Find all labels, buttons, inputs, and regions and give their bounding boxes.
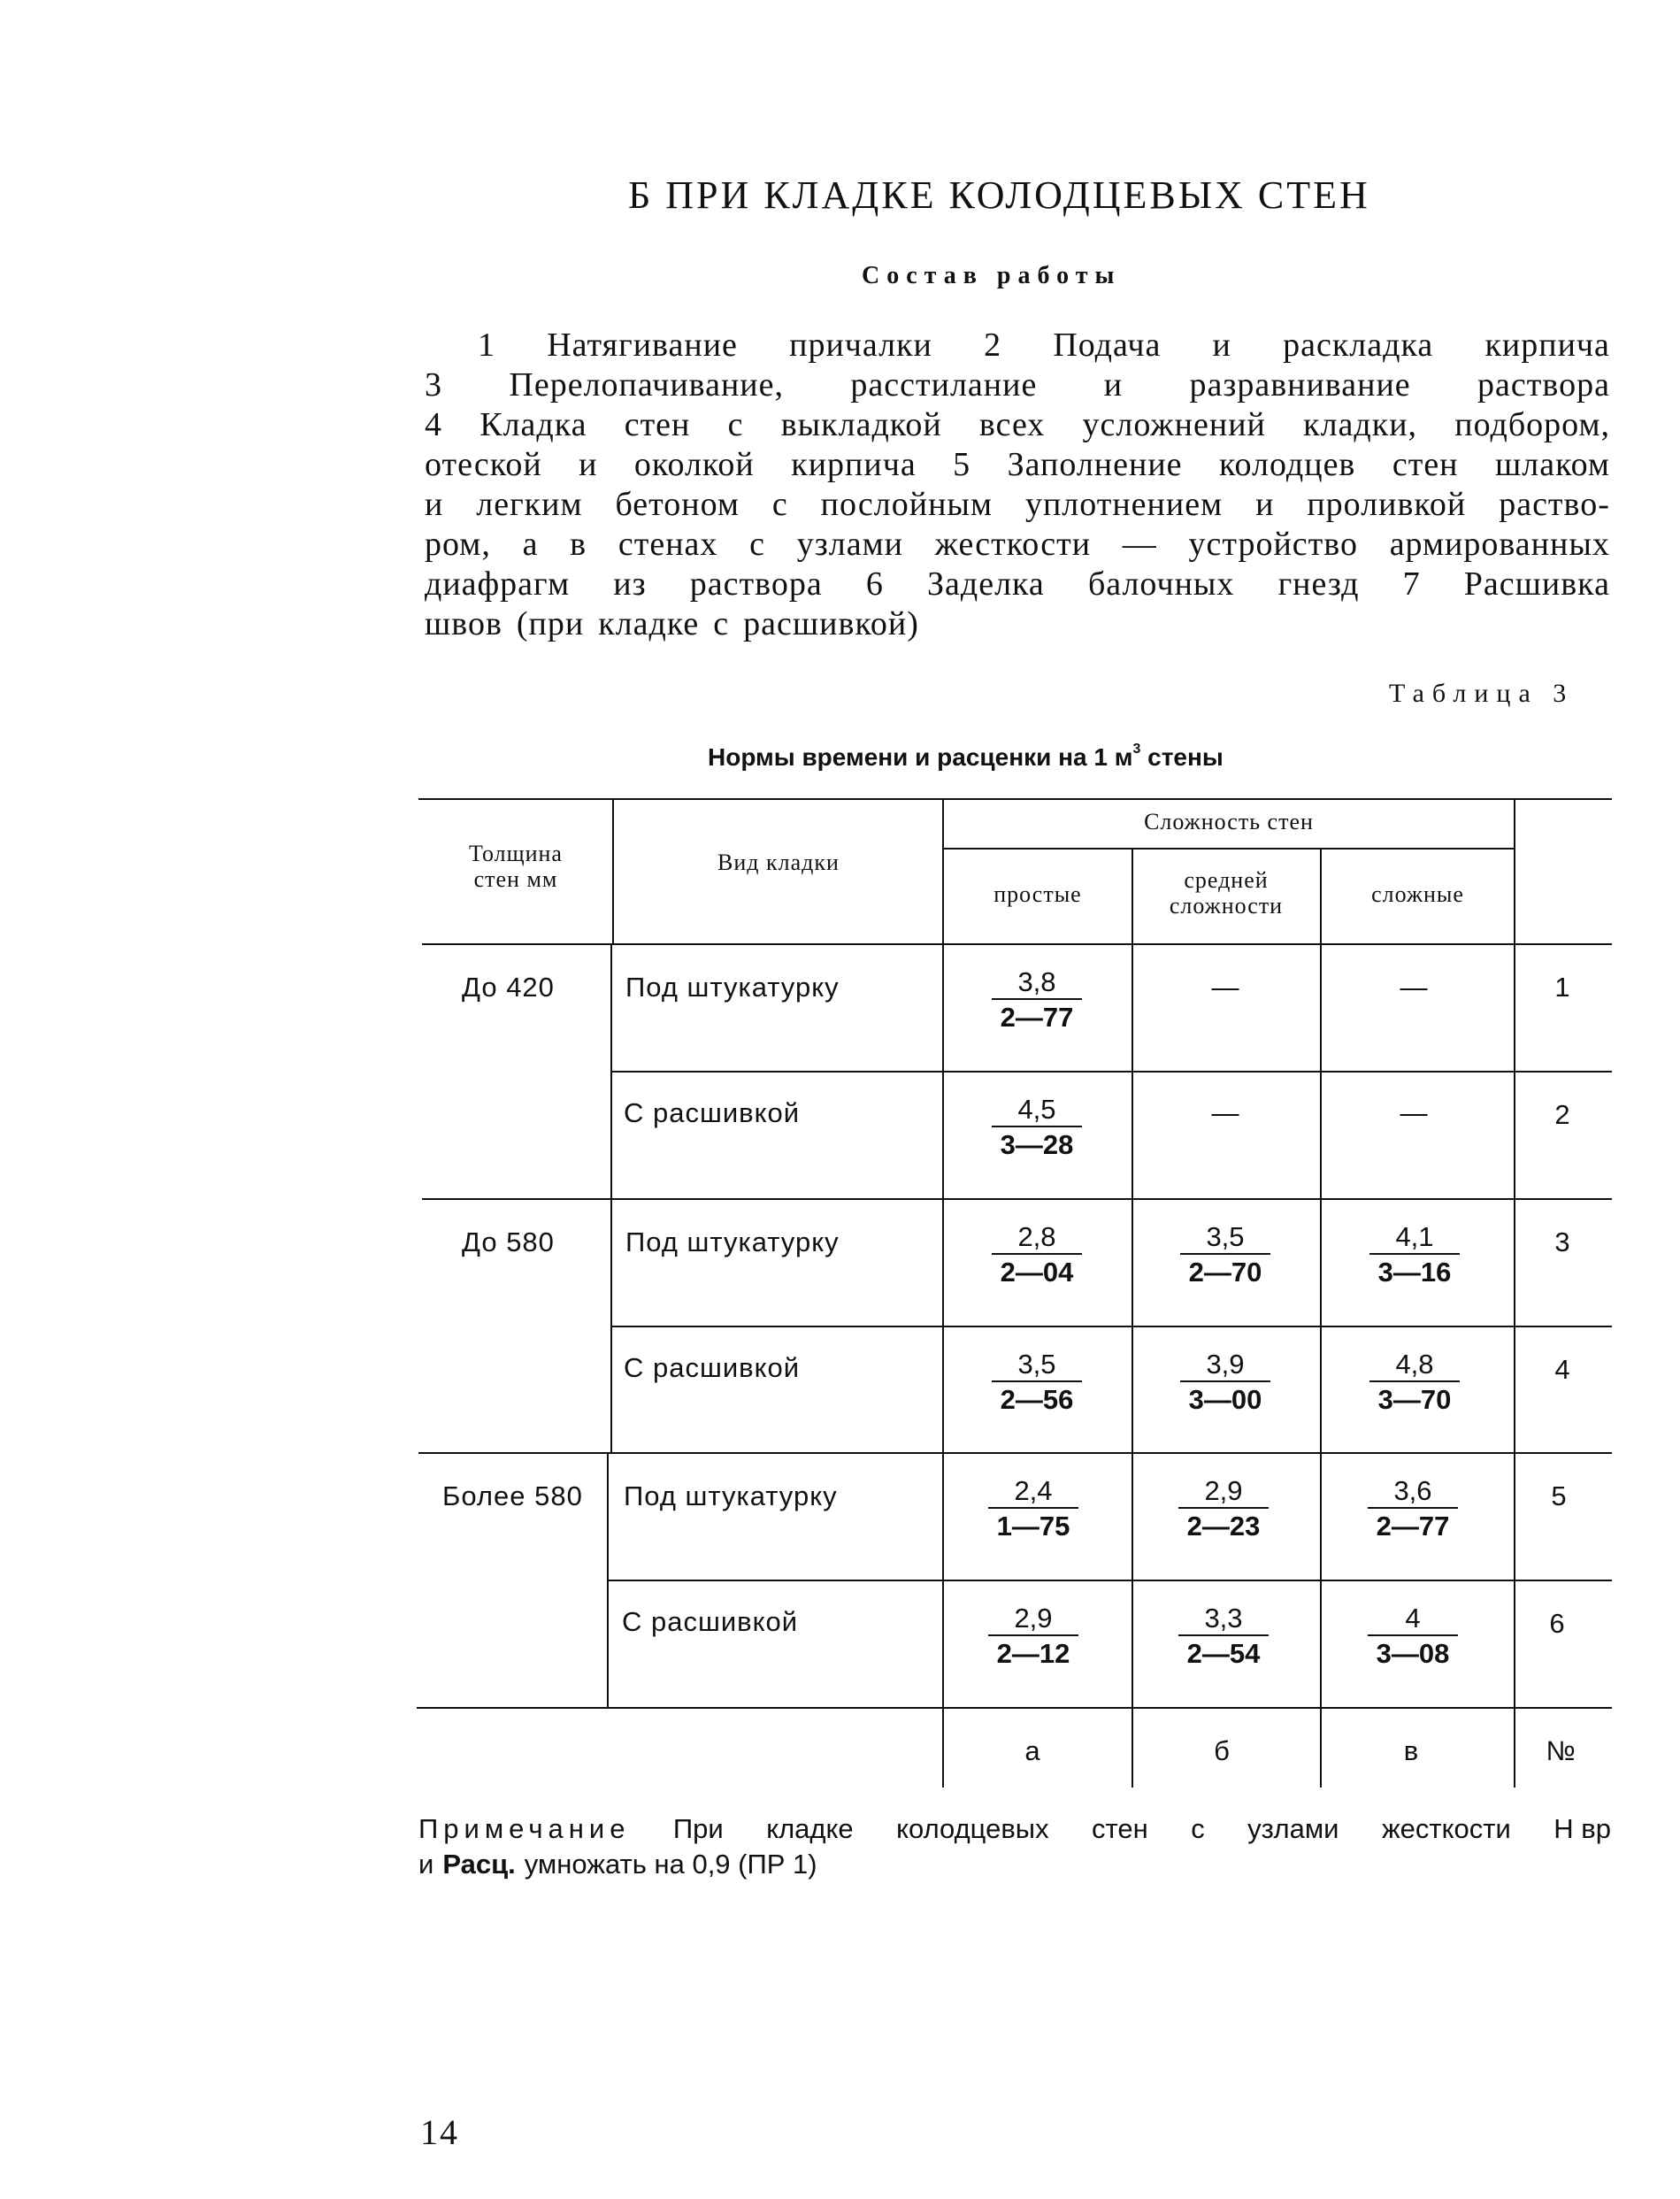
subheading: Состав работы <box>862 262 1122 289</box>
text-line: ром, а в стенах с узлами жесткости — устройство армированных <box>425 526 1610 563</box>
norm-rate-cell: $\frac{2,9}{2—23}$ <box>1175 1475 1272 1542</box>
text-line: и легким бетоном с послойным уплотнением и проливкой раство- <box>425 486 1610 523</box>
header-medium: средней сложности <box>1169 867 1284 919</box>
norm-rate-cell: $\frac{3,6}{2—77}$ <box>1364 1475 1461 1542</box>
row-rule <box>610 1071 1612 1073</box>
group-label: Более 580 <box>442 1480 583 1511</box>
table-label: Таблица 3 <box>1389 679 1575 708</box>
column-code: б <box>1214 1735 1230 1766</box>
col-rule <box>1132 848 1133 1788</box>
row-kind: Под штукатурку <box>624 1480 838 1511</box>
row-number: 3 <box>1554 1226 1570 1257</box>
empty-cell: — <box>1400 972 1428 1003</box>
header-complexity: Сложность стен <box>1144 809 1314 834</box>
empty-cell: — <box>1400 1097 1428 1128</box>
group-rule <box>418 1452 1612 1454</box>
text-line: диафрагм из раствора 6 Заделка балочных гнезд 7 Расшивка <box>425 565 1610 603</box>
row-number: 5 <box>1551 1480 1567 1511</box>
header-bottom-rule <box>422 943 1612 945</box>
text-line: 1 Натягивание причалки 2 Подача и раскладка кирпича <box>478 327 1610 364</box>
col-rule <box>942 798 944 1788</box>
section-title: Б ПРИ КЛАДКЕ КОЛОДЦЕВЫХ СТЕН <box>628 173 1370 217</box>
col-rule <box>610 943 612 1452</box>
header-thickness: Толщина стен мм <box>469 841 563 892</box>
row-number: 2 <box>1554 1099 1570 1130</box>
note-line: Примечание При кладке колодцевых стен с узлами жесткости Н вр <box>418 1811 1611 1847</box>
group-label: До 420 <box>462 972 555 1003</box>
row-number: 4 <box>1554 1354 1570 1385</box>
row-kind: С расшивкой <box>624 1352 801 1383</box>
row-number: 6 <box>1549 1608 1565 1639</box>
norm-rate-cell: $\frac{3,9}{3—00}$ <box>1177 1349 1274 1416</box>
header-kind: Вид кладки <box>717 850 840 875</box>
row-kind: Под штукатурку <box>625 1226 840 1257</box>
col-rule <box>612 798 614 943</box>
header-complex: сложные <box>1371 881 1464 907</box>
column-code: а <box>1024 1735 1040 1766</box>
text-line: отеской и околкой кирпича 5 Заполнение колодцев стен шлаком <box>425 446 1610 483</box>
table-top-rule <box>418 798 1612 800</box>
col-rule <box>607 1452 609 1707</box>
empty-cell: — <box>1211 972 1239 1003</box>
column-code: в <box>1403 1735 1419 1766</box>
row-kind: Под штукатурку <box>625 972 840 1003</box>
group-rule <box>422 1198 1612 1200</box>
header-simple: простые <box>993 881 1082 907</box>
norm-rate-cell: $\frac{4}{3—08}$ <box>1364 1603 1461 1670</box>
norm-rate-cell: $\frac{3,3}{2—54}$ <box>1175 1603 1272 1670</box>
table-caption: Нормы времени и расценки на 1 $м^3$ стены <box>708 742 1224 771</box>
row-number: 1 <box>1554 972 1570 1003</box>
body-bottom-rule <box>417 1707 1612 1709</box>
text-line: швов (при кладке с расшивкой) <box>425 605 919 642</box>
norm-rate-cell: $\frac{2,9}{2—12}$ <box>985 1603 1082 1670</box>
group-label: До 580 <box>462 1226 555 1257</box>
column-code: № <box>1546 1735 1576 1766</box>
row-rule <box>607 1580 1612 1581</box>
page-number: 14 <box>420 2112 459 2152</box>
table-note <box>418 1811 1611 1882</box>
row-kind: С расшивкой <box>622 1606 799 1637</box>
norm-rate-cell: $\frac{4,1}{3—16}$ <box>1366 1221 1463 1288</box>
row-rule <box>610 1326 1612 1327</box>
norm-rate-cell: $\frac{3,5}{2—56}$ <box>988 1349 1085 1416</box>
text-line: 4 Кладка стен с выкладкой всех усложнений кладки, подбором, <box>425 406 1610 443</box>
text-line: 3 Перелопачивание, расстилание и разравнивание раствора <box>425 366 1610 404</box>
note-label: Примечание <box>418 1813 631 1844</box>
norm-rate-cell: $\frac{3,5}{2—70}$ <box>1177 1221 1274 1288</box>
complexity-rule <box>942 848 1515 850</box>
norm-rate-cell: $\frac{2,8}{2—04}$ <box>988 1221 1085 1288</box>
norm-rate-cell: $\frac{3,8}{2—77}$ <box>988 966 1085 1034</box>
norm-rate-cell: $\frac{2,4}{1—75}$ <box>985 1475 1082 1542</box>
row-kind: С расшивкой <box>624 1097 801 1128</box>
norm-rate-cell: $\frac{4,8}{3—70}$ <box>1366 1349 1463 1416</box>
empty-cell: — <box>1211 1097 1239 1128</box>
note-line: и Расц. умножать на 0,9 (ПР 1) <box>418 1849 817 1880</box>
norm-rate-cell: $\frac{4,5}{3—28}$ <box>988 1094 1085 1161</box>
col-rule <box>1320 848 1322 1788</box>
work-description <box>425 326 1610 644</box>
